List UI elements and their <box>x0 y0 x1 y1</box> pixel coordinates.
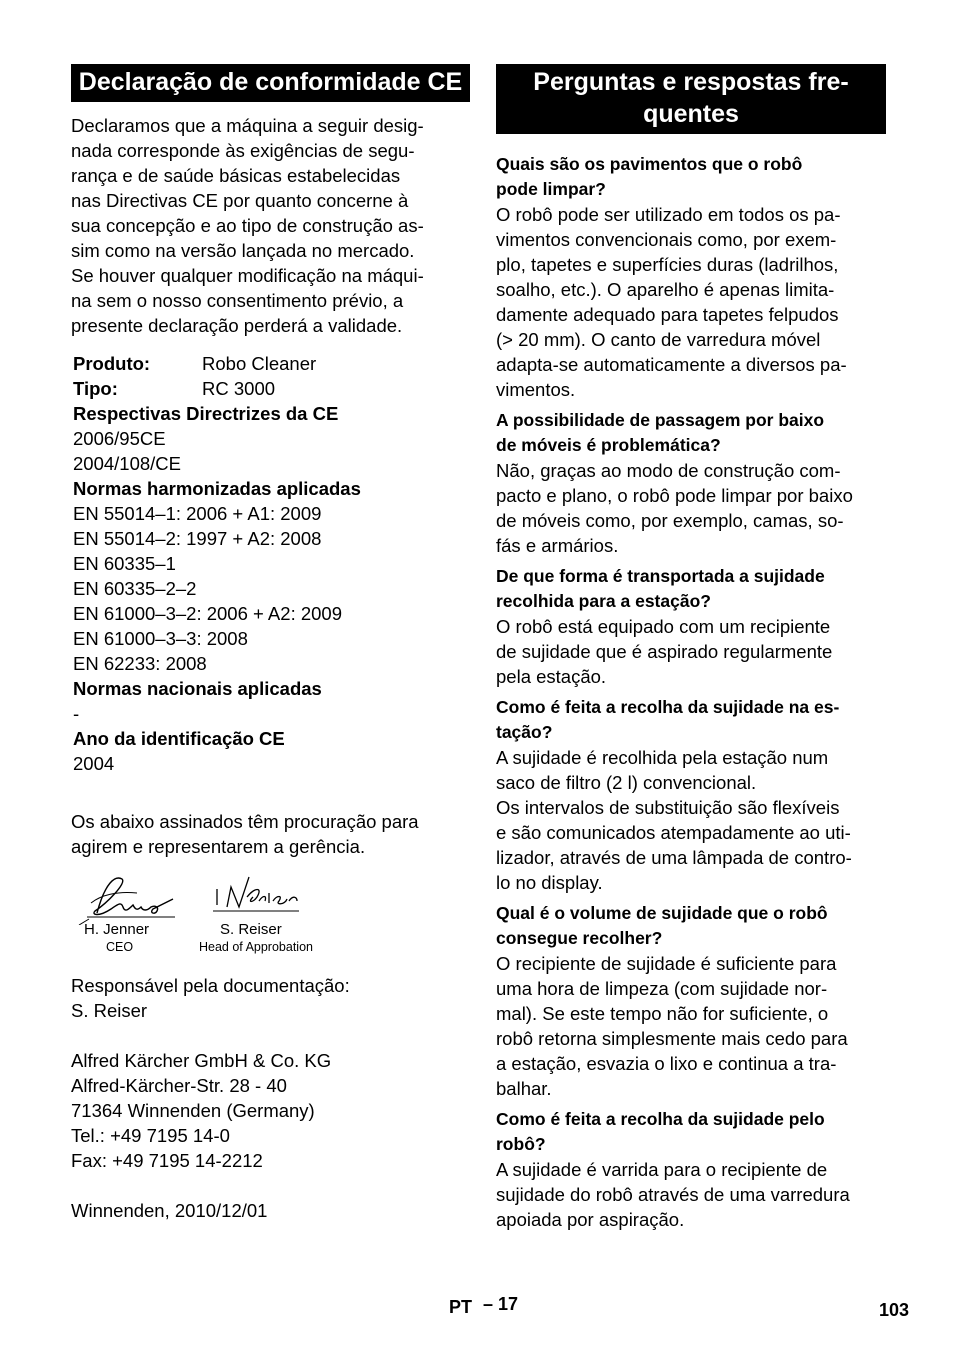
answer-line: O robô está equipado com um recipiente <box>496 616 831 637</box>
question-line: A possibilidade de passagem por baixo <box>496 410 825 430</box>
question-line: tação? <box>496 722 553 742</box>
type-row <box>73 376 470 401</box>
signers-line: Os abaixo assinados têm procuração para <box>71 811 419 832</box>
address-line: Tel.: +49 7195 14-0 <box>71 1125 230 1146</box>
faq-heading <box>496 64 886 134</box>
faq-item <box>496 564 886 689</box>
directive-item: 2006/95CE <box>73 428 166 449</box>
left-column <box>71 64 470 1223</box>
answer-line: de móveis como, por exemplo, camas, so- <box>496 510 844 531</box>
answer-line: vimentos convencionais como, por exem- <box>496 229 837 250</box>
intro-line: sim como na versão lançada no mercado. <box>71 240 415 261</box>
faq-answer <box>496 745 886 895</box>
product-row <box>73 351 470 376</box>
intro-line: Declaramos que a máquina a seguir desig- <box>71 115 424 136</box>
product-spec <box>71 351 470 776</box>
intro-line: Se houver qualquer modificação na máqui- <box>71 265 424 286</box>
answer-line: damente adequado para tapetes felpudos <box>496 304 839 325</box>
product-value: Robo Cleaner <box>202 353 317 374</box>
answer-line: A sujidade é recolhida pela estação num <box>496 747 829 768</box>
answer-line: pacto e plano, o robô pode limpar por baixo <box>496 485 853 506</box>
answer-line: robô retorna simplesmente mais cedo para <box>496 1028 848 1049</box>
faq-answer <box>496 951 886 1101</box>
faq-answer <box>496 458 886 558</box>
answer-line: A sujidade é varrida para o recipiente de <box>496 1159 828 1180</box>
question-line: Como é feita a recolha da sujidade na es- <box>496 697 840 717</box>
faq-question <box>496 408 886 458</box>
answer-line: soalho, etc.). O aparelho é apenas limita- <box>496 279 835 300</box>
faq-heading-line: Perguntas e respostas fre- <box>533 68 849 96</box>
footer-section-page: – 17 <box>483 1294 519 1314</box>
type-label: Tipo: <box>73 378 118 399</box>
faq-answer <box>496 202 886 402</box>
faq-heading-line: quentes <box>643 100 739 128</box>
question-line: recolhida para a estação? <box>496 591 711 611</box>
documentation-responsible <box>71 973 470 1023</box>
address-line: Alfred-Kärcher-Str. 28 - 40 <box>71 1075 287 1096</box>
question-line: robô? <box>496 1134 546 1154</box>
faq-item <box>496 1107 886 1232</box>
faq-item <box>496 152 886 402</box>
answer-line: vimentos. <box>496 379 576 400</box>
directive-item: 2004/108/CE <box>73 453 182 474</box>
answer-line: (> 20 mm). O canto de varredura móvel <box>496 329 821 350</box>
answer-line: Os intervalos de substituição são flexíveis <box>496 797 840 818</box>
signer1-role: CEO <box>106 940 134 954</box>
signers-text <box>71 809 470 859</box>
answer-line: plo, tapetes e superfícies duras (ladrilhos, <box>496 254 839 275</box>
signature-reiser <box>209 873 301 919</box>
answer-line: saco de filtro (2 l) convencional. <box>496 772 757 793</box>
answer-line: uma hora de limpeza (com sujidade nor- <box>496 978 828 999</box>
faq-question <box>496 152 886 202</box>
answer-line: balhar. <box>496 1078 552 1099</box>
harmonized-item: EN 61000–3–2: 2006 + A2: 2009 <box>73 603 342 624</box>
address-line: Alfred Kärcher GmbH & Co. KG <box>71 1050 332 1071</box>
question-line: consegue recolher? <box>496 928 663 948</box>
faq-list <box>496 152 886 1232</box>
year-value: 2004 <box>73 753 115 774</box>
address-line: 71364 Winnenden (Germany) <box>71 1100 315 1121</box>
harmonized-item: EN 62233: 2008 <box>73 653 207 674</box>
year-label: Ano da identificação CE <box>73 728 285 749</box>
harmonized-label: Normas harmonizadas aplicadas <box>73 478 361 499</box>
faq-question <box>496 695 886 745</box>
intro-line: rança e de saúde básicas estabelecidas <box>71 165 401 186</box>
faq-item <box>496 695 886 895</box>
harmonized-item: EN 55014–2: 1997 + A2: 2008 <box>73 528 322 549</box>
page-number: 103 <box>879 1300 910 1320</box>
faq-question <box>496 1107 886 1157</box>
answer-line: apoiada por aspiração. <box>496 1209 685 1230</box>
faq-item <box>496 408 886 558</box>
signer1-name: H. Jenner <box>84 921 150 938</box>
answer-line: lo no display. <box>496 872 603 893</box>
answer-line: a estação, esvazia o lixo e continua a tra- <box>496 1053 837 1074</box>
intro-line: na sem o nosso consentimento prévio, a <box>71 290 404 311</box>
intro-line: sua concepção e ao tipo de construção as- <box>71 215 424 236</box>
type-value: RC 3000 <box>202 378 276 399</box>
place-date: Winnenden, 2010/12/01 <box>71 1200 268 1221</box>
intro-line: nada corresponde às exigências de segu- <box>71 140 415 161</box>
declaration-heading: Declaração de conformidade CE <box>71 64 470 102</box>
doc-resp-name: S. Reiser <box>71 1000 148 1021</box>
answer-line: sujidade do robô através de uma varredura <box>496 1184 850 1205</box>
answer-line: fás e armários. <box>496 535 619 556</box>
answer-line: O robô pode ser utilizado em todos os pa- <box>496 204 841 225</box>
answer-line: lizador, através de uma lâmpada de contro- <box>496 847 852 868</box>
question-line: Qual é o volume de sujidade que o robô <box>496 903 828 923</box>
declaration-intro <box>71 113 470 338</box>
company-address <box>71 1048 470 1173</box>
question-line: Quais são os pavimentos que o robô <box>496 154 803 174</box>
signature-block <box>71 869 470 959</box>
question-line: de móveis é problemática? <box>496 435 721 455</box>
answer-line: Não, graças ao modo de construção com- <box>496 460 841 481</box>
intro-line: presente declaração perderá a validade. <box>71 315 403 336</box>
answer-line: de sujidade que é aspirado regularmente <box>496 641 833 662</box>
national-label: Normas nacionais aplicadas <box>73 678 322 699</box>
answer-line: adapta-se automaticamente a diversos pa- <box>496 354 847 375</box>
harmonized-item: EN 60335–2–2 <box>73 578 197 599</box>
question-line: pode limpar? <box>496 179 606 199</box>
answer-line: e são comunicados atempadamente ao uti- <box>496 822 851 843</box>
right-column <box>496 64 886 1232</box>
signer2-name: S. Reiser <box>220 921 282 938</box>
harmonized-item: EN 61000–3–3: 2008 <box>73 628 248 649</box>
faq-question <box>496 901 886 951</box>
doc-resp-label: Responsável pela documentação: <box>71 975 350 996</box>
footer-lang: PT <box>449 1297 473 1317</box>
question-line: Como é feita a recolha da sujidade pelo <box>496 1109 825 1129</box>
signer2-role: Head of Approbation <box>199 940 313 954</box>
faq-item <box>496 901 886 1101</box>
signature-jenner <box>77 873 202 925</box>
national-value: - <box>73 703 80 724</box>
faq-answer <box>496 1157 886 1232</box>
footer-section <box>449 1294 519 1318</box>
intro-line: nas Directivas CE por quanto concerne à <box>71 190 409 211</box>
faq-question <box>496 564 886 614</box>
address-line: Fax: +49 7195 14-2212 <box>71 1150 263 1171</box>
signers-line: agirem e representarem a gerência. <box>71 836 366 857</box>
faq-answer <box>496 614 886 689</box>
harmonized-item: EN 60335–1 <box>73 553 176 574</box>
directives-label: Respectivas Directrizes da CE <box>73 403 339 424</box>
question-line: De que forma é transportada a sujidade <box>496 566 825 586</box>
answer-line: pela estação. <box>496 666 607 687</box>
answer-line: mal). Se este tempo não for suficiente, o <box>496 1003 829 1024</box>
harmonized-item: EN 55014–1: 2006 + A1: 2009 <box>73 503 322 524</box>
answer-line: O recipiente de sujidade é suficiente para <box>496 953 837 974</box>
product-label: Produto: <box>73 353 151 374</box>
